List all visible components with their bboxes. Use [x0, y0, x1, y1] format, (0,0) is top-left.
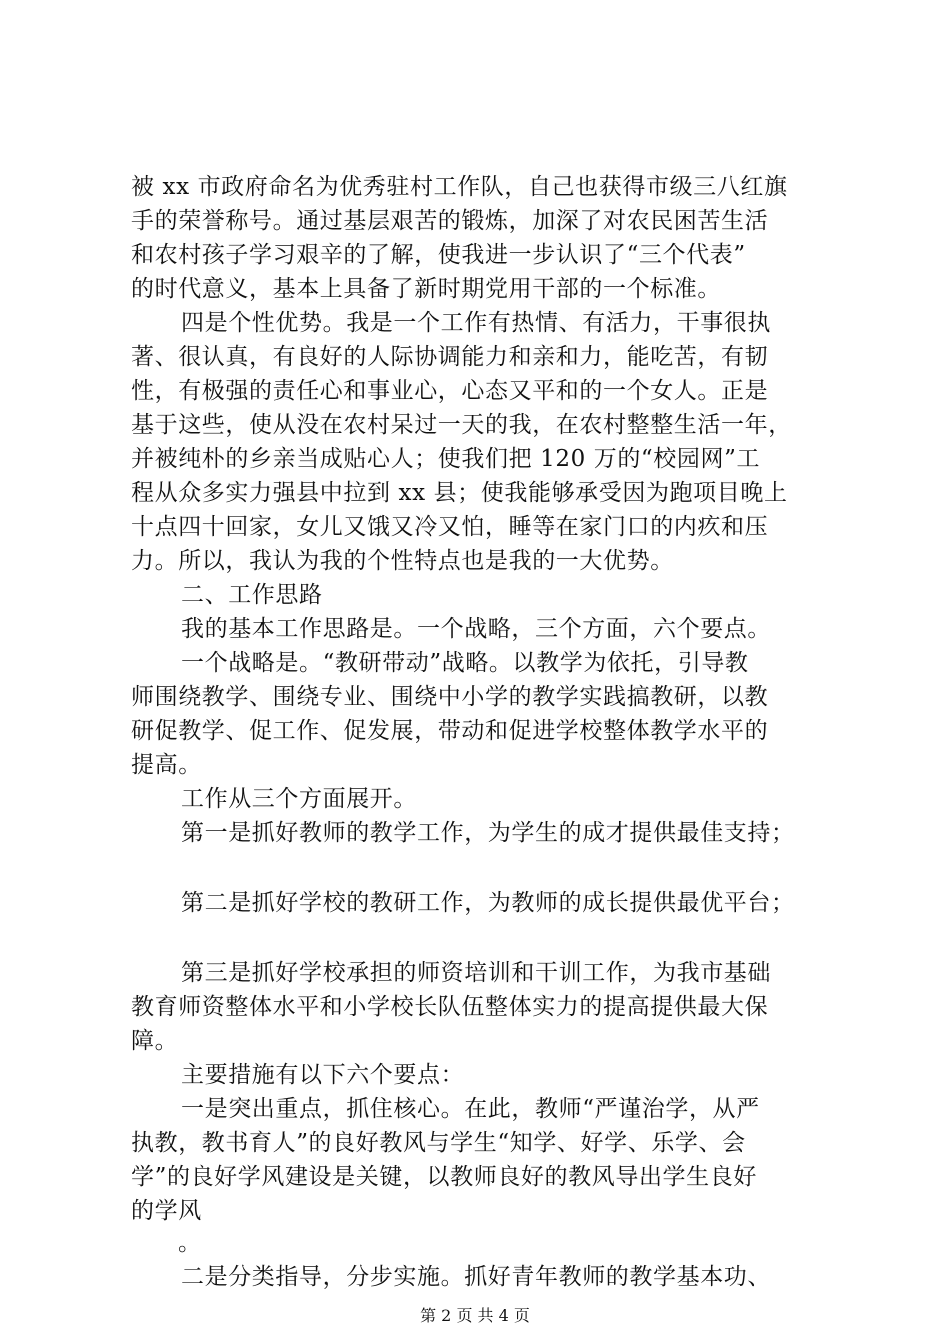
text-line: 性，有极强的责任心和事业心，心态又平和的一个女人。正是	[131, 378, 769, 404]
text-line: 程从众多实力强县中拉到 xx 县；使我能够承受因为跑项目晚上	[131, 480, 788, 506]
paragraph-start-line: 一个战略是。“教研带动”战略。以教学为依托，引导教	[181, 650, 749, 676]
text-line: 研促教学、促工作、促发展，带动和促进学校整体教学水平的	[131, 718, 769, 744]
text-line: 师围绕教学、围绕专业、围绕中小学的教学实践搞教研，以教	[131, 684, 769, 710]
text-line: 力。所以，我认为我的个性特点也是我的一大优势。	[131, 548, 674, 574]
text-line: 教育师资整体水平和小学校长队伍整体实力的提高提供最大保	[131, 994, 769, 1020]
text-line: 十点四十回家，女儿又饿又冷又怕，睡等在家门口的内疚和压	[131, 514, 769, 540]
text-line: 和农村孩子学习艰辛的了解，使我进一步认识了“三个代表”	[131, 242, 746, 268]
text-line: 执教，教书育人”的良好教风与学生“知学、好学、乐学、会	[131, 1130, 746, 1156]
page-footer: 第 2 页 共 4 页	[420, 1306, 530, 1325]
paragraph-start-line: 二是分类指导，分步实施。抓好青年教师的教学基本功、	[181, 1264, 771, 1290]
paragraph-start-line: 工作从三个方面展开。	[181, 786, 417, 812]
text-line: 著、很认真，有良好的人际协调能力和亲和力，能吃苦，有韧	[131, 344, 769, 370]
section-heading: 二、工作思路	[181, 582, 323, 608]
text-line: 并被纯朴的乡亲当成贴心人；使我们把 120 万的“校园网”工	[131, 446, 761, 472]
text-line: 学”的良好学风建设是关键，以教师良好的教风导出学生良好	[131, 1164, 757, 1190]
paragraph-start-line: 第二是抓好学校的教研工作，为教师的成长提供最优平台；	[181, 890, 795, 916]
paragraph-start-line: 主要措施有以下六个要点：	[181, 1062, 465, 1088]
paragraph-start-line: 第一是抓好教师的教学工作，为学生的成才提供最佳支持；	[181, 820, 795, 846]
paragraph-start-line: 一是突出重点，抓住核心。在此，教师“严谨治学，从严	[181, 1096, 760, 1122]
paragraph-start-line: 我的基本工作思路是。一个战略，三个方面，六个要点。	[181, 616, 771, 642]
text-line: 障。	[131, 1028, 179, 1054]
text-line: 基于这些，使从没在农村呆过一天的我，在农村整整生活一年，	[131, 412, 792, 438]
text-line: 提高。	[131, 752, 202, 778]
text-line: 的学风	[131, 1198, 202, 1224]
paragraph-start-line: 第三是抓好学校承担的师资培训和干训工作，为我市基础	[181, 960, 771, 986]
text-line: 的时代意义，基本上具备了新时期党用干部的一个标准。	[131, 276, 721, 302]
text-line: 被 xx 市政府命名为优秀驻村工作队，自己也获得市级三八红旗	[131, 174, 788, 200]
paragraph-start-line: 四是个性优势。我是一个工作有热情、有活力，干事很执	[181, 310, 771, 336]
text-line: 手的荣誉称号。通过基层艰苦的锻炼，加深了对农民困苦生活	[131, 208, 769, 234]
text-line: 。	[178, 1230, 202, 1256]
